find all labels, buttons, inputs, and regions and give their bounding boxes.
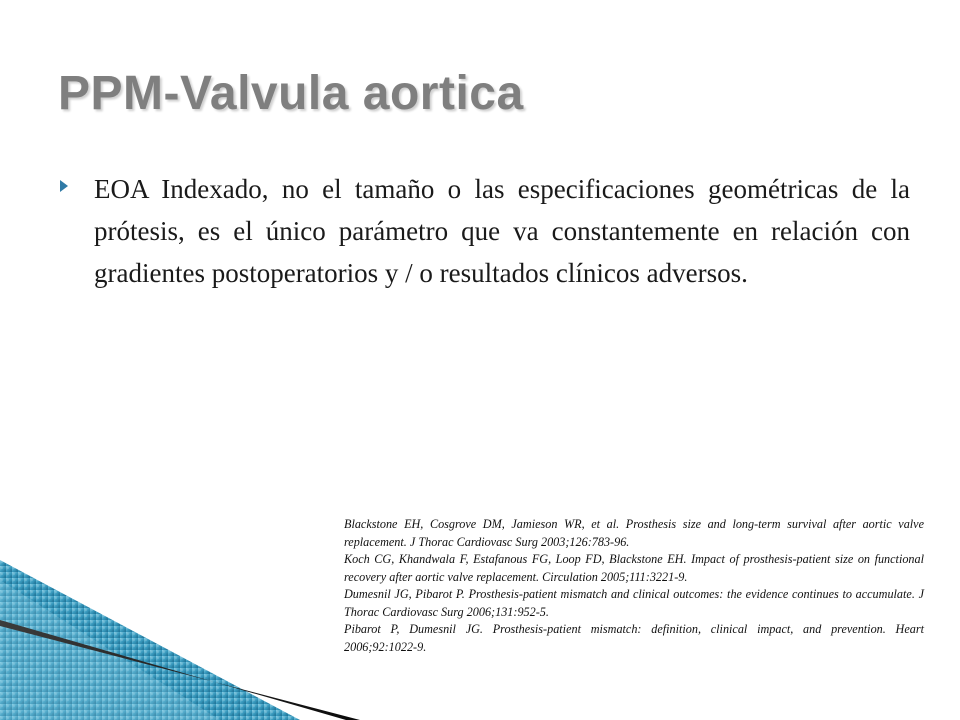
teal-swoosh-light [0, 580, 220, 720]
reference-item: Blackstone EH, Cosgrove DM, Jamieson WR, et al. Prosthesis size and long-term survival after aortic valve replacement. J Thorac Cardiovasc Surg 2003;126:783-96. [344, 517, 924, 549]
reference-item: Koch CG, Khandwala F, Estafanous FG, Loop FD, Blackstone EH. Impact of prosthesis-patient size on functional recovery after aortic valve replacement. Circulation 2005;111:3221-9. [344, 552, 924, 584]
bullet-text: EOA Indexado, no el tamaño o las especificaciones geométricas de la prótesis, es el único parámetro que va constantemente en relación con gradientes postoperatorios y / o resultados clínicos adversos. [94, 174, 910, 288]
decorative-corner-graphic [0, 560, 520, 720]
triangle-bullet-icon [60, 180, 68, 192]
reference-item: Pibarot P, Dumesnil JG. Prosthesis-patient mismatch: definition, clinical impact, and prevention. Heart 2006;92:1022-9. [344, 622, 924, 654]
slide-title: PPM-Valvula aortica [58, 67, 524, 120]
reference-item: Dumesnil JG, Pibarot P. Prosthesis-patient mismatch and clinical outcomes: the evidence continues to accumulate. J Thorac Cardiovasc Surg 2006;131:952-5. [344, 587, 924, 619]
